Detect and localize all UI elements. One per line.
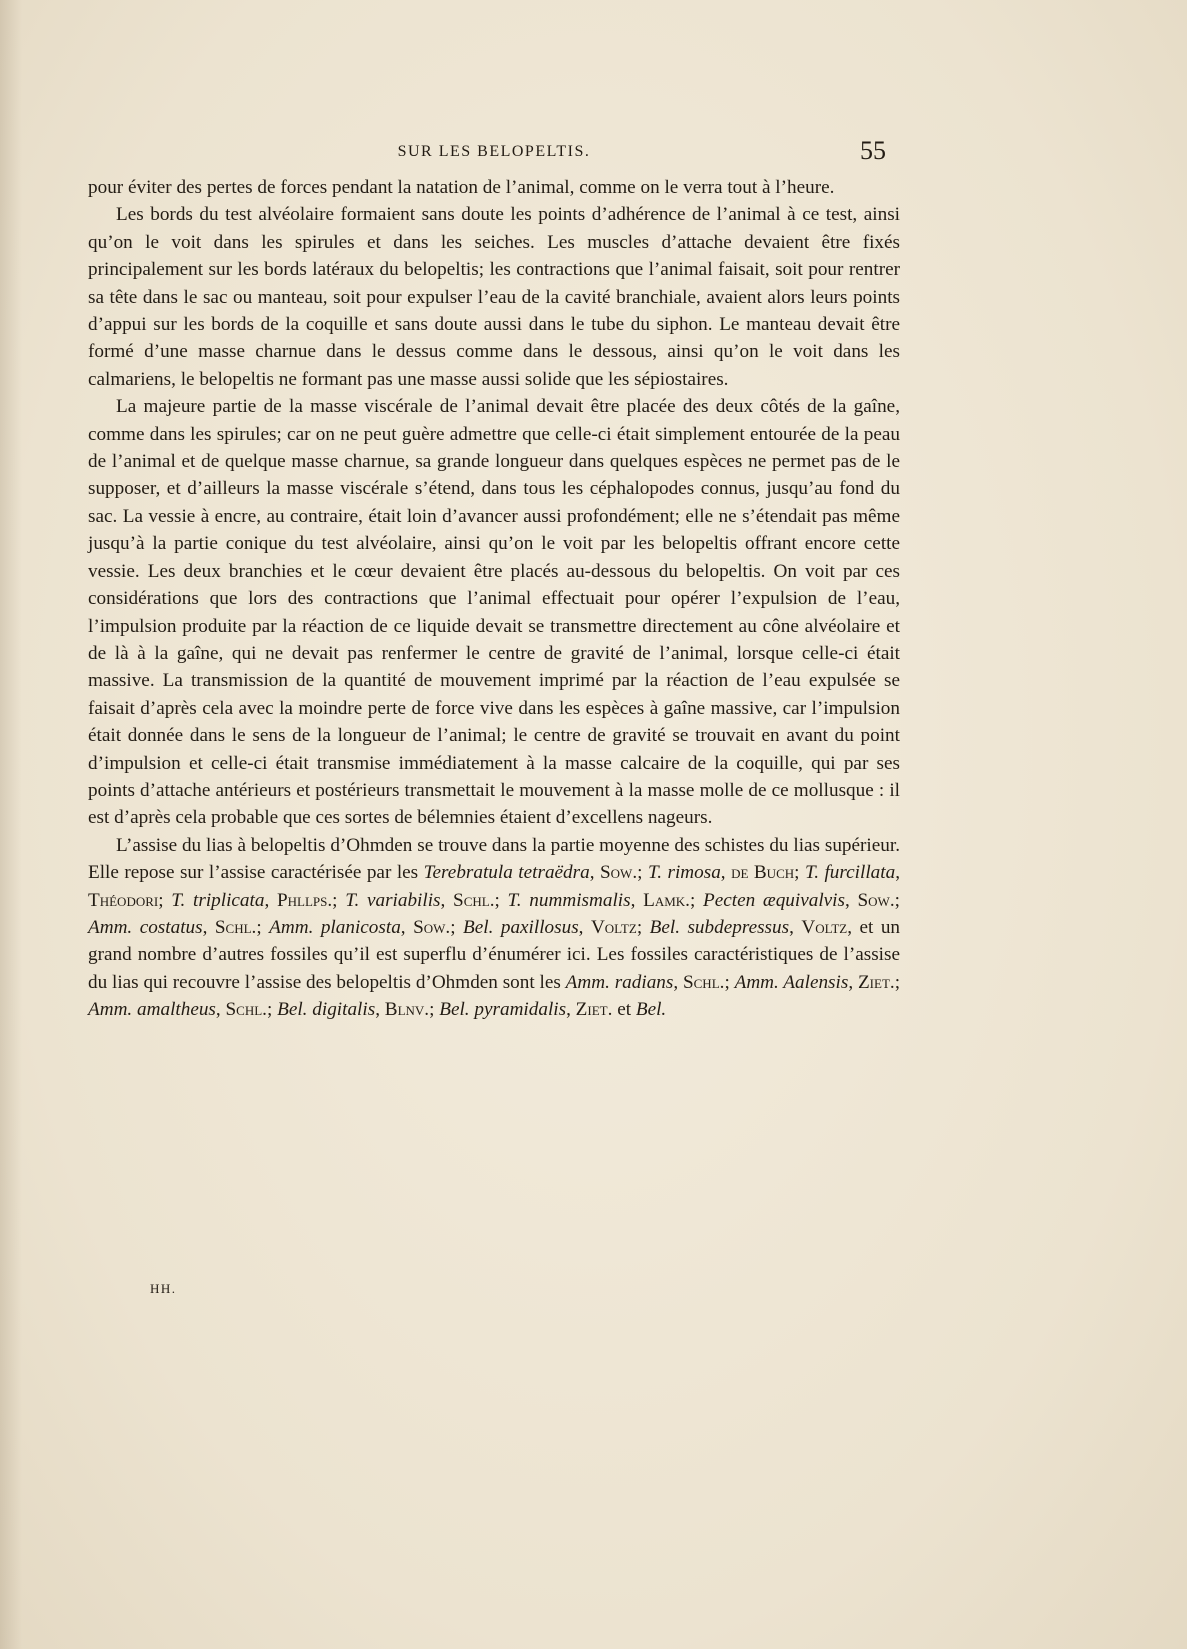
species-name: Bel. (635, 999, 667, 1021)
paragraph-4: L’assise du lias à belopeltis d’Ohmden se trouve dans la partie moyenne des schistes du lias supérieur. Elle repose sur l’assise caractérisée par les Terebratula tetraëdra, Sow.; T. rimosa, de Buch; T. furcillata, Théodori; T. triplicata, Phllps.; T. variabilis, Schl.; T. nummismalis, Lamk.; Pecten æquivalvis, Sow.; Amm. costatus, Schl.; Amm. planicosta, Sow.; Bel. paxillosus, Voltz; Bel. subdepressus, Voltz, et un grand nombre d’autres fossiles qu’il est superflu d’énumérer ici. Les fossiles caractéristiques de l’assise du lias qui recouvre l’assise des belopeltis d’Ohmden sont les Amm. radians, Schl.; Amm. Aalensis, Ziet.; Amm. amaltheus, Schl.; Bel. digitalis, Blnv.; Bel. pyramidalis, Ziet. et Bel. (88, 834, 901, 1021)
author-abbrev: Lamk. (643, 889, 690, 911)
author-abbrev: Phllps. (276, 889, 333, 911)
author-abbrev: Schl. (214, 916, 257, 938)
text-run: , et un grand nombre d’autres fossiles qu’il est superflu d’énumérer ici. Les fossiles caractéristiques de l’assise du lias qui recouvre l’assise des belopeltis d’Ohmden sont les (88, 916, 901, 993)
author-abbrev: Schl. (453, 889, 495, 911)
text-run: et (612, 999, 636, 1021)
author-abbrev: Ziet. (575, 999, 613, 1021)
author-abbrev: Théodori (88, 889, 159, 911)
species-name: Amm. radians (565, 971, 674, 993)
author-abbrev: de Buch (731, 862, 795, 884)
species-name: Bel. digitalis (277, 999, 376, 1021)
species-name: Amm. amaltheus (88, 999, 216, 1021)
species-name: Amm. costatus (88, 916, 203, 938)
species-name: Amm. planicosta (269, 916, 401, 938)
species-name: T. furcillata (804, 862, 896, 884)
paragraph-2: Les bords du test alvéolaire formaient sans doute les points d’adhérence de l’animal à ce test, ainsi qu’on le voit dans les spirules et dans les seiches. Les muscles d’attache devaient être fixés principalement sur les bords latéraux du belopeltis; les contractions que l’animal faisait, soit pour rentrer sa tête dans le sac ou manteau, soit pour expulser l’eau de la cavité branchiale, avaient alors leurs points d’appui sur les bords de la coquille et sans doute aussi dans le tube du siphon. Le manteau devait être formé d’une masse charnue dans le dessus comme dans le dessous, ainsi qu’on le voit dans les calmariens, le belopeltis ne formant pas une masse aussi solide que les sépiostaires. (88, 204, 900, 390)
paragraph-1: pour éviter des pertes de forces pendant la natation de l’animal, comme on le verra tout à l’heure. (88, 177, 835, 198)
author-abbrev: Schl. (682, 971, 725, 993)
author-abbrev: Voltz (801, 916, 848, 938)
text-run: L’assise du lias à belopeltis d’Ohmden se trouve dans la partie moyenne des schistes du lias supérieur. Elle repose sur l’assise caractérisée par les (88, 834, 900, 884)
paragraph-3: La majeure partie de la masse viscérale de l’animal devait être placée des deux côtés de la gaîne, comme dans les spirules; car on ne peut guère admettre que celle-ci était simplement entourée de la peau de l’animal et de quelque masse charnue, sa grande longueur dans quelques espèces ne permet pas de le supposer, et d’ailleurs la masse viscérale s’étend, dans tous les céphalopodes connus, jusqu’au fond du sac. La vessie à encre, au contraire, était loin d’avancer aussi profondément; elle ne s’étendait pas même jusqu’à la partie conique du test alvéolaire, ainsi qu’on le voit par les belopeltis offrant encore cette vessie. Les deux branchies et le cœur devaient être placés au-dessous du belopeltis. On voit par ces considérations que lors des contractions que l’animal effectuait pour opérer l’expulsion de l’eau, l’impulsion produite par la réaction de ce liquide devait se transmettre directement au cône alvéolaire et de là à la gaîne, qui ne devait pas renfermer le centre de gravité de l’animal, lorsque celle-ci était massive. La transmission de la quantité de mouvement imprimé par la réaction de l’eau expulsée se faisait d’après cela avec la moindre perte de force vive dans les espèces à gaîne massive, car l’impulsion était donnée dans le sens de la longueur de l’animal; le centre de gravité se trouvait en avant du point d’impulsion et celle-ci était transmise immédiatement à la masse calcaire de la coquille, qui par ses points d’attache antérieurs et postérieurs transmettait le mouvement à la masse molle de ce mollusque : il est d’après cela probable que ces sortes de bélemnies étaient d’excellens nageurs. (88, 396, 900, 829)
species-name: Bel. paxillosus (463, 916, 579, 938)
body-text (88, 174, 900, 1024)
species-name: T. triplicata (171, 889, 265, 911)
page-number: 55 (860, 136, 886, 165)
author-abbrev: Sow. (413, 916, 451, 938)
species-name: Amm. Aalensis (734, 971, 849, 993)
species-name: T. variabilis (345, 889, 441, 911)
species-name: Terebratula tetraëdra (423, 862, 590, 884)
author-abbrev: Schl. (225, 999, 267, 1021)
species-name: T. rimosa (647, 862, 721, 884)
species-name: Bel. subdepressus (649, 916, 790, 938)
spine-shadow (0, 0, 22, 1649)
running-head: SUR LES BELOPELTIS. (397, 143, 591, 160)
author-abbrev: Ziet. (857, 971, 895, 993)
species-name: T. nummismalis (507, 889, 631, 911)
page-header (88, 136, 900, 174)
signature-mark: HH. (150, 1281, 177, 1296)
author-abbrev: Sow. (600, 862, 638, 884)
author-abbrev: Voltz (590, 916, 637, 938)
author-abbrev: Sow. (857, 889, 895, 911)
author-abbrev: Blnv. (384, 999, 430, 1021)
species-name: Bel. pyramidalis (439, 999, 567, 1021)
species-name: Pecten æquivalvis (703, 889, 845, 911)
